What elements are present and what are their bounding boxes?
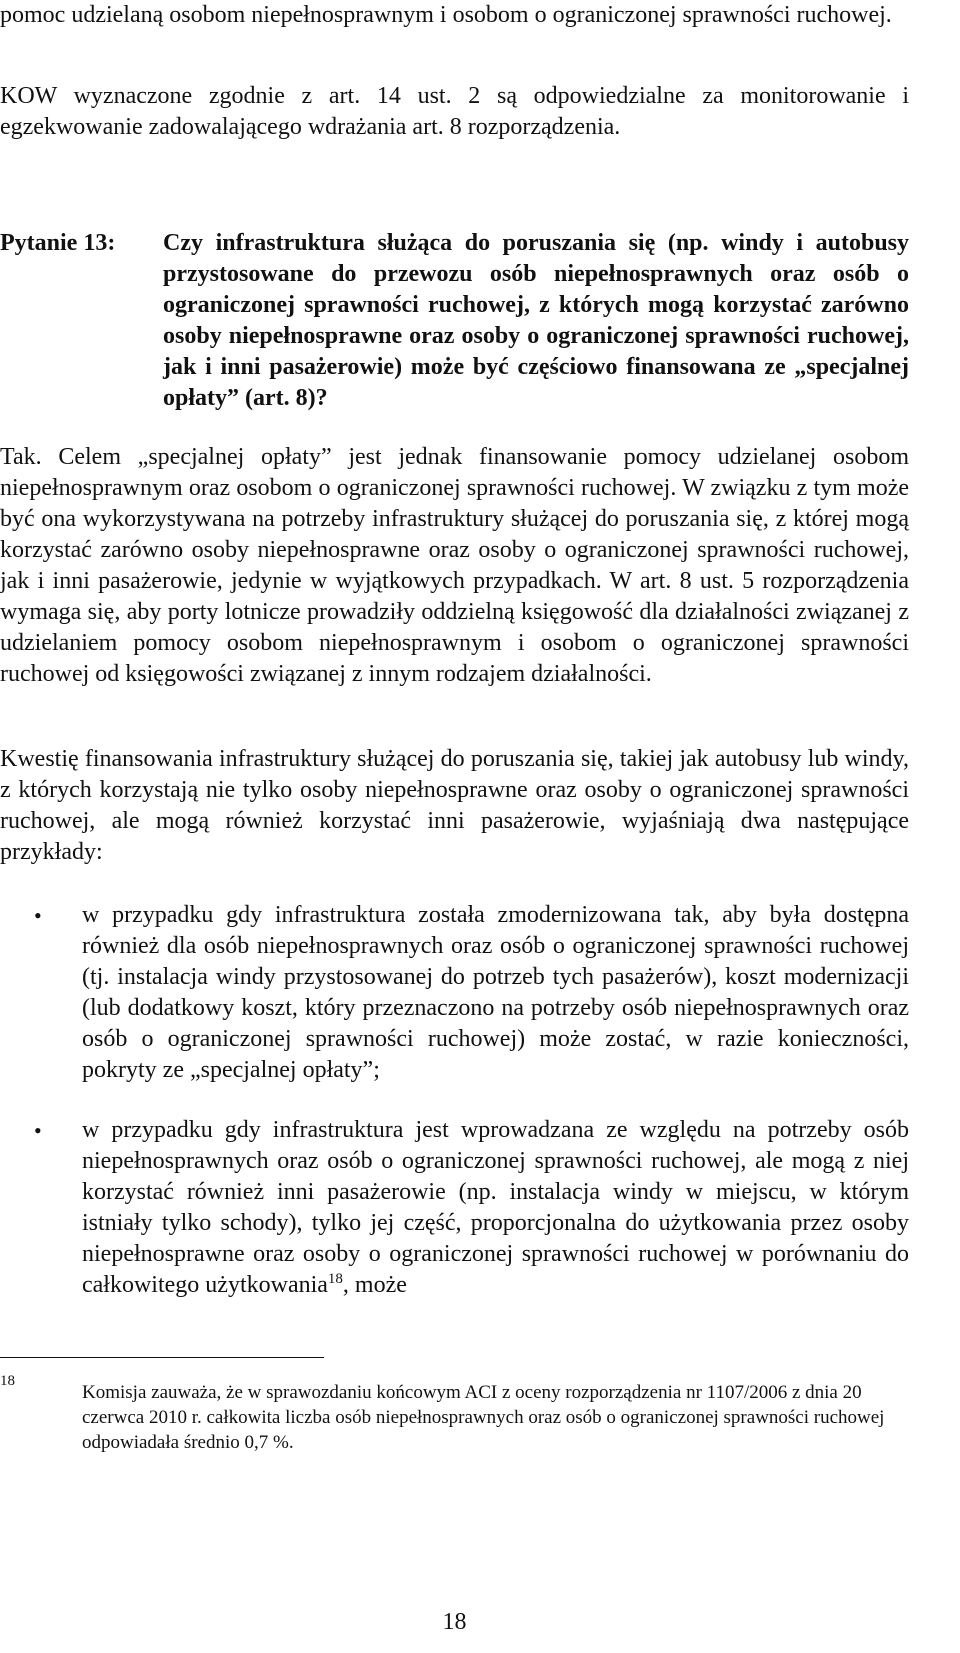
paragraph-kow: KOW wyznaczone zgodnie z art. 14 ust. 2 są odpowiedzialne za monitorowanie i egzekwowanie zadowalającego wdrażania art. 8 rozporządzenia. xyxy=(0,83,909,140)
list-item-text-end: , może xyxy=(342,1272,407,1298)
bullet-icon: • xyxy=(34,1118,42,1143)
footnote-text: Komisja zauważa, że w sprawozdaniu końcowym ACI z oceny rozporządzenia nr 1107/2006 z dnia 20 czerwca 2010 r. całkowita liczba osób niepełnosprawnych oraz osób o ograniczonej sprawności ruchowej odpowiadała średnio 0,7 %. xyxy=(82,1382,885,1453)
paragraph-intro: pomoc udzielaną osobom niepełnosprawnym i osobom o ograniczonej sprawności ruchowej. xyxy=(0,2,892,28)
question-text: Czy infrastruktura służąca do poruszania się (np. windy i autobusy przystosowane do przewozu osób niepełnosprawnych oraz osób o ograniczonej sprawności ruchowej, z których mogą korzystać zarówno osoby niepełnosprawne oraz osoby o ograniczonej sprawności ruchowej, jak i inni pasażerowie) może być częściowo finansowana ze „specjalnej opłaty” (art. 8)? xyxy=(163,230,909,411)
question-label: Pytanie 13: xyxy=(0,230,116,256)
list-item xyxy=(0,1115,909,1301)
footnote-reference[interactable]: 18 xyxy=(327,1271,343,1287)
examples-list xyxy=(0,900,909,1330)
answer-paragraph: Tak. Celem „specjalnej opłaty” jest jednak finansowanie pomocy udzielanej osobom niepełnosprawnym oraz osobom o ograniczonej sprawności ruchowej. W związku z tym może być ona wykorzystywana na potrzeby infrastruktury służącej do poruszania się, z której mogą korzystać zarówno osoby niepełnosprawne oraz osoby o ograniczonej sprawności ruchowej, jak i inni pasażerowie, jedynie w wyjątkowych przypadkach. W art. 8 ust. 5 rozporządzenia wymaga się, aby porty lotnicze prowadziły oddzielną księgowość dla działalności związanej z udzielaniem pomocy osobom niepełnosprawnym i osobom o ograniczonej sprawności ruchowej od księgowości związanej z innym rodzajem działalności. xyxy=(0,444,909,687)
footnote-number: 18 xyxy=(0,1373,15,1389)
list-item-text: w przypadku gdy infrastruktura jest wprowadzana ze względu na potrzeby osób niepełnosprawnych oraz osób o ograniczonej sprawności ruchowej, ale mogą z niej korzystać również inni pasażerowie (np. instalacja windy w miejscu, w którym istniały tylko schody), tylko jej część, proporcjonalna do użytkowania przez osoby niepełnosprawne oraz osoby o ograniczonej sprawności ruchowej w porównaniu do całkowitego użytkowania xyxy=(82,1117,909,1298)
footnote-divider xyxy=(0,1357,324,1358)
list-item-text: w przypadku gdy infrastruktura została zmodernizowana tak, aby była dostępna również dla osób niepełnosprawnych oraz osób o ograniczonej sprawności ruchowej (tj. instalacja windy przystosowanej do potrzeb tych pasażerów), koszt modernizacji (lub dodatkowy koszt, który przeznaczono na potrzeby osób niepełnosprawnych oraz osób o ograniczonej sprawności ruchowej) może zostać, w razie konieczności, pokryty ze „specjalnej opłaty”; xyxy=(82,902,909,1083)
page-number: 18 xyxy=(442,1609,467,1635)
bullet-icon: • xyxy=(34,903,42,928)
paragraph-examples-intro: Kwestię finansowania infrastruktury służącej do poruszania się, takiej jak autobusy lub windy, z których korzystają nie tylko osoby niepełnosprawne oraz osoby o ograniczonej sprawności ruchowej, ale mogą również korzystać inni pasażerowie, wyjaśniają dwa następujące przykłady: xyxy=(0,746,909,865)
list-item xyxy=(0,900,909,1086)
